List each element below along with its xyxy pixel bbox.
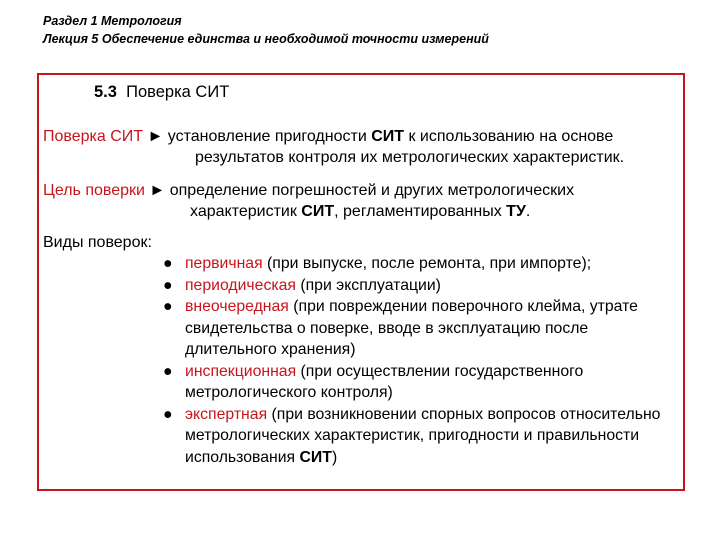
list-item: ● внеочередная (при повреждении поверочного клейма, утрате свидетельства о поверке, вводе в эксплуатацию после длительного хранения) [163, 296, 673, 361]
definition-goal [43, 180, 574, 201]
list-item: ● инспекционная (при осуществлении государственного метрологического контроля) [163, 361, 663, 404]
type-name: периодическая [185, 276, 296, 294]
list-item: ● первичная (при выпуске, после ремонта, при импорте); [163, 253, 703, 275]
type-name: инспекционная [185, 362, 297, 380]
header-lecture-line: Лекция 5 Обеспечение единства и необходимой точности измерений [43, 32, 489, 46]
type-name: экспертная [185, 405, 268, 423]
goal-text-line1: определение погрешностей и других метрологических [169, 182, 575, 199]
arrow-icon: ► [147, 128, 164, 145]
type-name: внеочередная [185, 298, 289, 315]
goal-term: Цель поверки [43, 182, 145, 199]
section-title [94, 82, 229, 102]
verification-term: Поверка СИТ [43, 128, 144, 145]
definition-verification [43, 126, 613, 147]
bullet-icon: ● [163, 276, 173, 294]
arrow-icon: ► [149, 182, 166, 199]
bullet-icon: ● [163, 255, 173, 272]
types-label: Виды поверок: [43, 234, 152, 251]
verification-text-line2: результатов контроля их метрологических характеристик. [195, 149, 625, 166]
types-list [163, 253, 703, 468]
list-item: ● периодическая (при эксплуатации) [163, 275, 703, 297]
type-name: первичная [185, 255, 263, 272]
goal-text-line2: характеристик СИТ, регламентированных ТУ. [190, 203, 531, 220]
bullet-icon: ● [163, 298, 173, 315]
section-title-text: Поверка СИТ [126, 83, 230, 101]
slide-header [43, 12, 489, 48]
header-section-line: Раздел 1 Метрология [43, 14, 182, 28]
verification-text-line1: установление пригодности СИТ к использованию на основе [167, 128, 614, 145]
list-item: ● экспертная (при возникновении спорных вопросов относительно метрологических характеристик, пригодности и правильности использования СИТ) [163, 404, 698, 469]
bullet-icon: ● [163, 405, 173, 423]
bullet-icon: ● [163, 362, 173, 380]
section-number: 5.3 [94, 83, 117, 101]
